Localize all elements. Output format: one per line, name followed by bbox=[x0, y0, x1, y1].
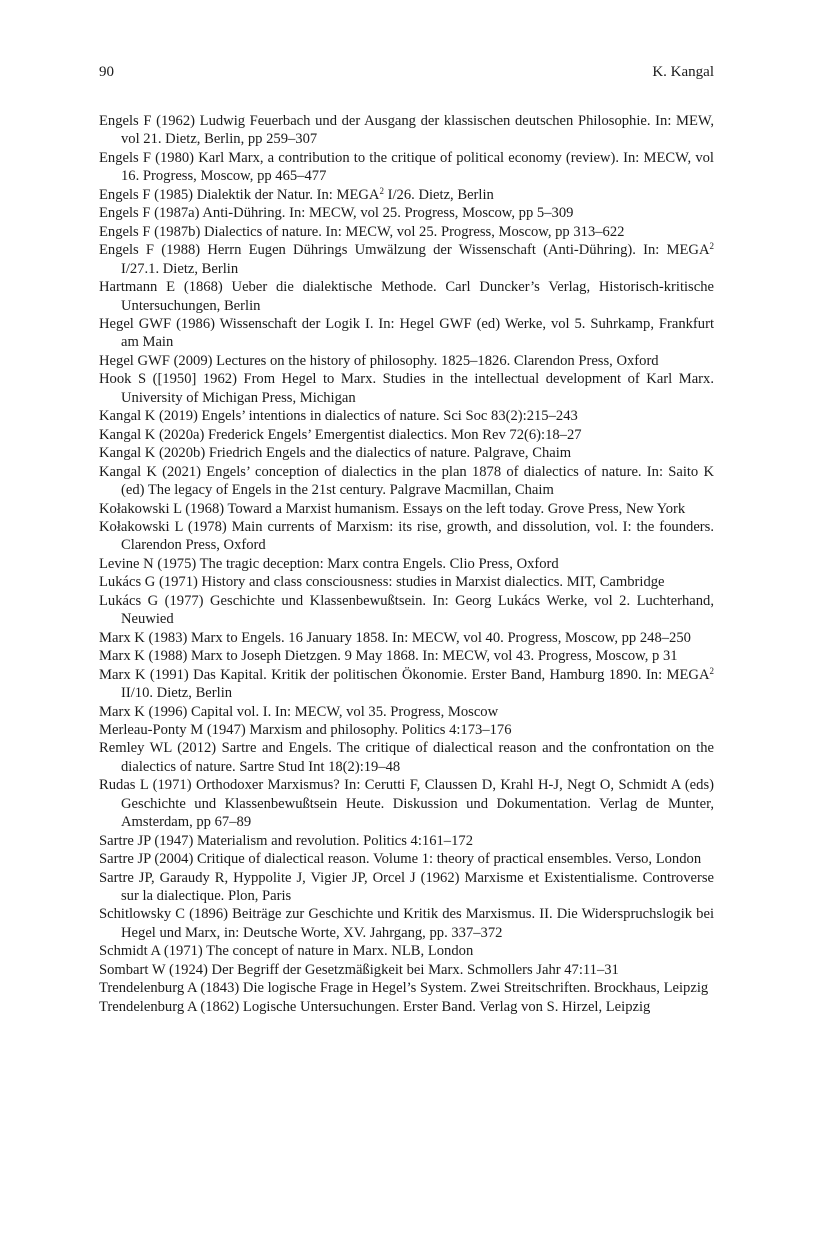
reference-text: Rudas L (1971) Orthodoxer Marxismus? In: Cerutti F, Claussen D, Krahl H-J, Negt O, Schmidt A (eds) Geschichte und Klassenbewußtsein Heute. Diskussion und Dokumentation. Verlag de Munter, Amsterdam, pp 67–89 bbox=[99, 777, 714, 831]
page-number: 90 bbox=[99, 64, 114, 80]
reference-text: Engels F (1988) Herrn Eugen Dührings Umwälzung der Wissenschaft (Anti-Dühring). In: MEGA bbox=[99, 242, 710, 259]
reference-entry bbox=[99, 204, 714, 222]
reference-text: Schitlowsky C (1896) Beiträge zur Geschichte und Kritik des Marxismus. II. Die Widerspruchslogik bei Hegel und Marx, in: Deutsche Worte, XV. Jahrgang, pp. 337–372 bbox=[99, 906, 714, 941]
reference-text: Hegel GWF (2009) Lectures on the history of philosophy. 1825–1826. Clarendon Press, Oxford bbox=[99, 352, 659, 369]
reference-text: Kangal K (2020b) Friedrich Engels and the dialectics of nature. Palgrave, Chaim bbox=[99, 445, 572, 462]
reference-text-tail: I/27.1. Dietz, Berlin bbox=[121, 260, 239, 277]
reference-text: Sombart W (1924) Der Begriff der Gesetzmäßigkeit bei Marx. Schmollers Jahr 47:11–31 bbox=[99, 961, 619, 978]
reference-entry bbox=[99, 555, 714, 573]
reference-text: Remley WL (2012) Sartre and Engels. The critique of dialectical reason and the confrontation on the dialectics of nature. Sartre Stud Int 18(2):19–48 bbox=[99, 740, 714, 775]
reference-text: Marx K (1988) Marx to Joseph Dietzgen. 9 May 1868. In: MECW, vol 43. Progress, Moscow, p 31 bbox=[99, 648, 678, 665]
reference-text: Lukács G (1977) Geschichte und Klassenbewußtsein. In: Georg Lukács Werke, vol 2. Luchterhand, Neuwied bbox=[99, 592, 714, 628]
reference-text: Trendelenburg A (1862) Logische Untersuchungen. Erster Band. Verlag von S. Hirzel, Leipzig bbox=[99, 998, 651, 1015]
reference-entry bbox=[99, 979, 714, 997]
reference-text: Engels F (1987a) Anti-Dühring. In: MECW, vol 25. Progress, Moscow, pp 5–309 bbox=[99, 205, 574, 222]
reference-entry bbox=[99, 942, 714, 960]
reference-entry bbox=[99, 112, 714, 149]
reference-entry bbox=[99, 370, 714, 407]
page-header bbox=[99, 64, 714, 84]
reference-entry bbox=[99, 776, 714, 831]
reference-text: Sartre JP (2004) Critique of dialectical reason. Volume 1: theory of practical ensembles. Verso, London bbox=[99, 851, 702, 868]
reference-entry bbox=[99, 444, 714, 462]
reference-entry bbox=[99, 149, 714, 186]
reference-entry bbox=[99, 721, 714, 739]
reference-text-tail: II/10. Dietz, Berlin bbox=[121, 685, 233, 702]
reference-text: Engels F (1985) Dialektik der Natur. In: MEGA bbox=[99, 186, 380, 203]
reference-text: Schmidt A (1971) The concept of nature in Marx. NLB, London bbox=[99, 943, 474, 960]
reference-entry bbox=[99, 241, 714, 278]
reference-entry bbox=[99, 647, 714, 665]
reference-entry bbox=[99, 186, 714, 204]
reference-text: Engels F (1962) Ludwig Feuerbach und der Ausgang der klassischen deutschen Philosophie. In: MEW, vol 21. Dietz, Berlin, pp 259–307 bbox=[99, 113, 714, 148]
reference-entry bbox=[99, 998, 714, 1016]
reference-text: Kołakowski L (1978) Main currents of Marxism: its rise, growth, and dissolution, vol. I: the founders. Clarendon Press, Oxford bbox=[99, 518, 714, 554]
reference-text: Sartre JP (1947) Materialism and revolution. Politics 4:161–172 bbox=[99, 832, 473, 849]
reference-text: Lukács G (1971) History and class consciousness: studies in Marxist dialectics. MIT, Cambridge bbox=[99, 574, 665, 591]
reference-text: Marx K (1996) Capital vol. I. In: MECW, vol 35. Progress, Moscow bbox=[99, 703, 499, 720]
reference-entry bbox=[99, 315, 714, 352]
reference-superscript: 2 bbox=[379, 185, 384, 196]
reference-text: Hook S ([1950] 1962) From Hegel to Marx. Studies in the intellectual development of Karl Marx. University of Michigan Press, Michigan bbox=[99, 371, 714, 406]
reference-superscript: 2 bbox=[709, 665, 714, 676]
reference-entry bbox=[99, 961, 714, 979]
reference-text: Marx K (1983) Marx to Engels. 16 January 1858. In: MECW, vol 40. Progress, Moscow, pp 248–250 bbox=[99, 629, 691, 646]
reference-text: Kangal K (2021) Engels’ conception of dialectics in the plan 1878 of dialectics of nature. In: Saito K (ed) The legacy of Engels in the 21st century. Palgrave Macmillan, Chaim bbox=[99, 463, 714, 499]
reference-text: Trendelenburg A (1843) Die logische Frage in Hegel’s System. Zwei Streitschriften. Brockhaus, Leipzig bbox=[99, 980, 709, 997]
reference-superscript: 2 bbox=[709, 241, 714, 252]
reference-entry bbox=[99, 463, 714, 500]
reference-entry bbox=[99, 739, 714, 776]
reference-text: Kołakowski L (1968) Toward a Marxist humanism. Essays on the left today. Grove Press, New York bbox=[99, 500, 686, 517]
reference-text: Merleau-Ponty M (1947) Marxism and philosophy. Politics 4:173–176 bbox=[99, 721, 512, 738]
reference-text: Kangal K (2020a) Frederick Engels’ Emergentist dialectics. Mon Rev 72(6):18–27 bbox=[99, 426, 582, 443]
reference-entry bbox=[99, 592, 714, 629]
reference-text: Engels F (1980) Karl Marx, a contribution to the critique of political economy (review). In: MECW, vol 16. Progress, Moscow, pp 465–477 bbox=[99, 149, 714, 185]
reference-entry bbox=[99, 352, 714, 370]
reference-entry bbox=[99, 278, 714, 315]
reference-text: Hegel GWF (1986) Wissenschaft der Logik I. In: Hegel GWF (ed) Werke, vol 5. Suhrkamp, Frankfurt am Main bbox=[99, 315, 714, 351]
reference-text: Sartre JP, Garaudy R, Hyppolite J, Vigier JP, Orcel J (1962) Marxisme et Existentialisme. Controverse sur la dialectique. Plon, Paris bbox=[99, 869, 714, 905]
running-head-author: K. Kangal bbox=[652, 64, 714, 80]
reference-entry bbox=[99, 223, 714, 241]
reference-text-tail: I/26. Dietz, Berlin bbox=[383, 186, 494, 203]
reference-entry bbox=[99, 850, 714, 868]
reference-entry bbox=[99, 703, 714, 721]
reference-entry bbox=[99, 518, 714, 555]
reference-text: Kangal K (2019) Engels’ intentions in dialectics of nature. Sci Soc 83(2):215–243 bbox=[99, 408, 578, 425]
reference-list bbox=[99, 112, 714, 1016]
reference-text: Engels F (1987b) Dialectics of nature. In: MECW, vol 25. Progress, Moscow, pp 313–622 bbox=[99, 223, 625, 240]
reference-entry bbox=[99, 573, 714, 591]
reference-entry bbox=[99, 832, 714, 850]
reference-text: Marx K (1991) Das Kapital. Kritik der politischen Ökonomie. Erster Band, Hamburg 1890. In: MEGA bbox=[99, 666, 710, 683]
reference-entry bbox=[99, 905, 714, 942]
reference-entry bbox=[99, 869, 714, 906]
reference-entry bbox=[99, 426, 714, 444]
reference-text: Hartmann E (1868) Ueber die dialektische Methode. Carl Duncker’s Verlag, Historisch-kritische Untersuchungen, Berlin bbox=[99, 279, 714, 314]
reference-entry bbox=[99, 500, 714, 518]
reference-entry bbox=[99, 407, 714, 425]
reference-entry bbox=[99, 629, 714, 647]
reference-entry bbox=[99, 666, 714, 703]
reference-text: Levine N (1975) The tragic deception: Marx contra Engels. Clio Press, Oxford bbox=[99, 555, 559, 572]
